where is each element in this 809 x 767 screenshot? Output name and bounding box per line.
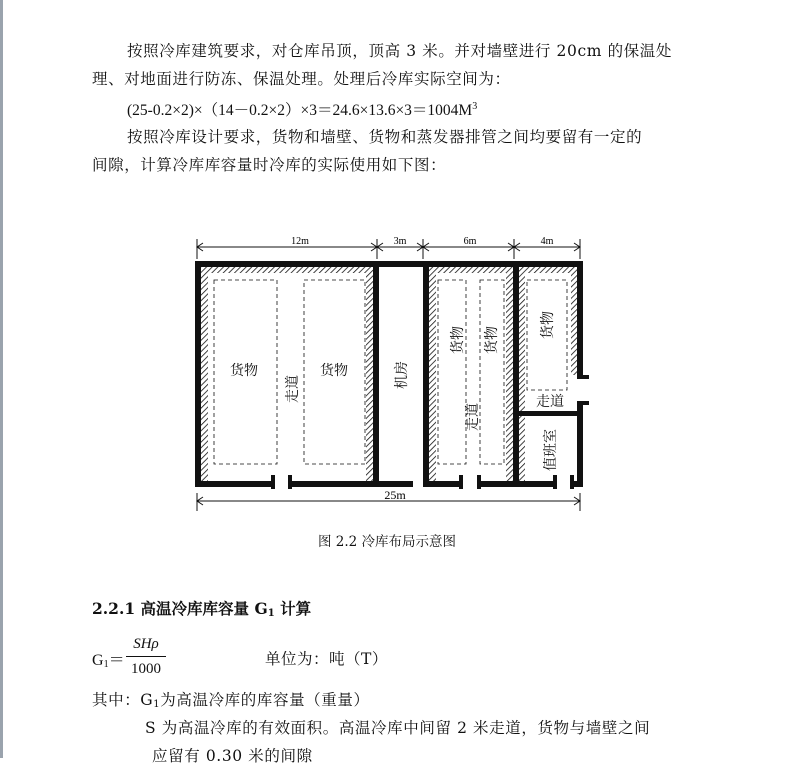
paragraph-2-line-2: 间隙，计算冷库库容量时冷库的实际使用如下图：: [92, 156, 447, 174]
section-heading-main: 2.2.1 高温冷库库容量 G: [92, 599, 268, 618]
paragraph-2-line-1: 按照冷库设计要求，货物和墙壁、货物和蒸发器排管之间均要留有一定的: [127, 128, 643, 146]
equation-lhs: [92, 647, 125, 670]
goods-label-2: 货物: [320, 363, 348, 379]
top-dimension-line: [197, 239, 580, 259]
goods-label-4: 货物: [484, 326, 500, 354]
description-line-2: S 为高温冷库的有效面积。高温冷库中间留 2 米走道，货物与墙壁之间: [145, 719, 651, 737]
equation-unit: 单位为：吨（T）: [265, 650, 388, 668]
volume-formula-exponent: 3: [472, 100, 478, 112]
dim-25m: 25m: [384, 488, 406, 502]
equation-fraction: [126, 634, 166, 679]
fraction-bar: [126, 656, 166, 657]
section-heading: [92, 597, 311, 619]
paragraph-1-line-1: 按照冷库建筑要求，对仓库吊顶，顶高 3 米。并对墙壁进行 20cm 的保温处: [127, 42, 672, 60]
machine-room-label: 机房: [394, 361, 410, 389]
paragraph-1-line-2: 理、对地面进行防冻、保温处理。处理后冷库实际空间为：: [92, 70, 511, 88]
volume-formula: [127, 98, 477, 120]
description-line-3: 应留有 0.30 米的间隙: [152, 747, 313, 765]
goods-label-5: 货物: [540, 311, 556, 339]
description-line-1-prefix: 其中：G: [92, 691, 154, 709]
dim-3m: 3m: [393, 236, 407, 247]
aisle-label-2: 走道: [465, 403, 481, 431]
equation-denominator: 1000: [131, 661, 161, 677]
figure-caption: 图 2.2 冷库布局示意图: [318, 534, 457, 550]
equation-lhs-subscript: 1: [103, 659, 109, 670]
volume-formula-text: (25-0.2×2)×（14－0.2×2）×3＝24.6×13.6×3＝1004M: [127, 102, 473, 119]
cold-storage-layout-figure: [180, 225, 610, 515]
capacity-equation: [92, 634, 492, 682]
equation-numerator: SHρ: [133, 636, 159, 652]
section-heading-subscript: 1: [267, 608, 275, 619]
duty-room-label: 值班室: [543, 429, 559, 471]
goods-label-3: 货物: [450, 326, 466, 354]
aisle-label-1: 走道: [285, 375, 301, 403]
dim-12m: 12m: [291, 236, 309, 247]
description-line-1-subscript: 1: [153, 699, 161, 710]
equation-lhs-symbol: G: [92, 652, 104, 669]
description-line-1-tail: 为高温冷库的库容量（重量）: [160, 691, 370, 709]
aisle-label-3: 走道: [536, 394, 564, 410]
equation-equals: ＝: [108, 652, 125, 669]
section-heading-tail: 计算: [280, 599, 312, 618]
goods-label-1: 货物: [230, 363, 258, 379]
viewer-edge: [0, 0, 3, 758]
description-line-1: [92, 689, 370, 716]
dim-6m: 6m: [463, 236, 477, 247]
dim-4m: 4m: [540, 236, 554, 247]
